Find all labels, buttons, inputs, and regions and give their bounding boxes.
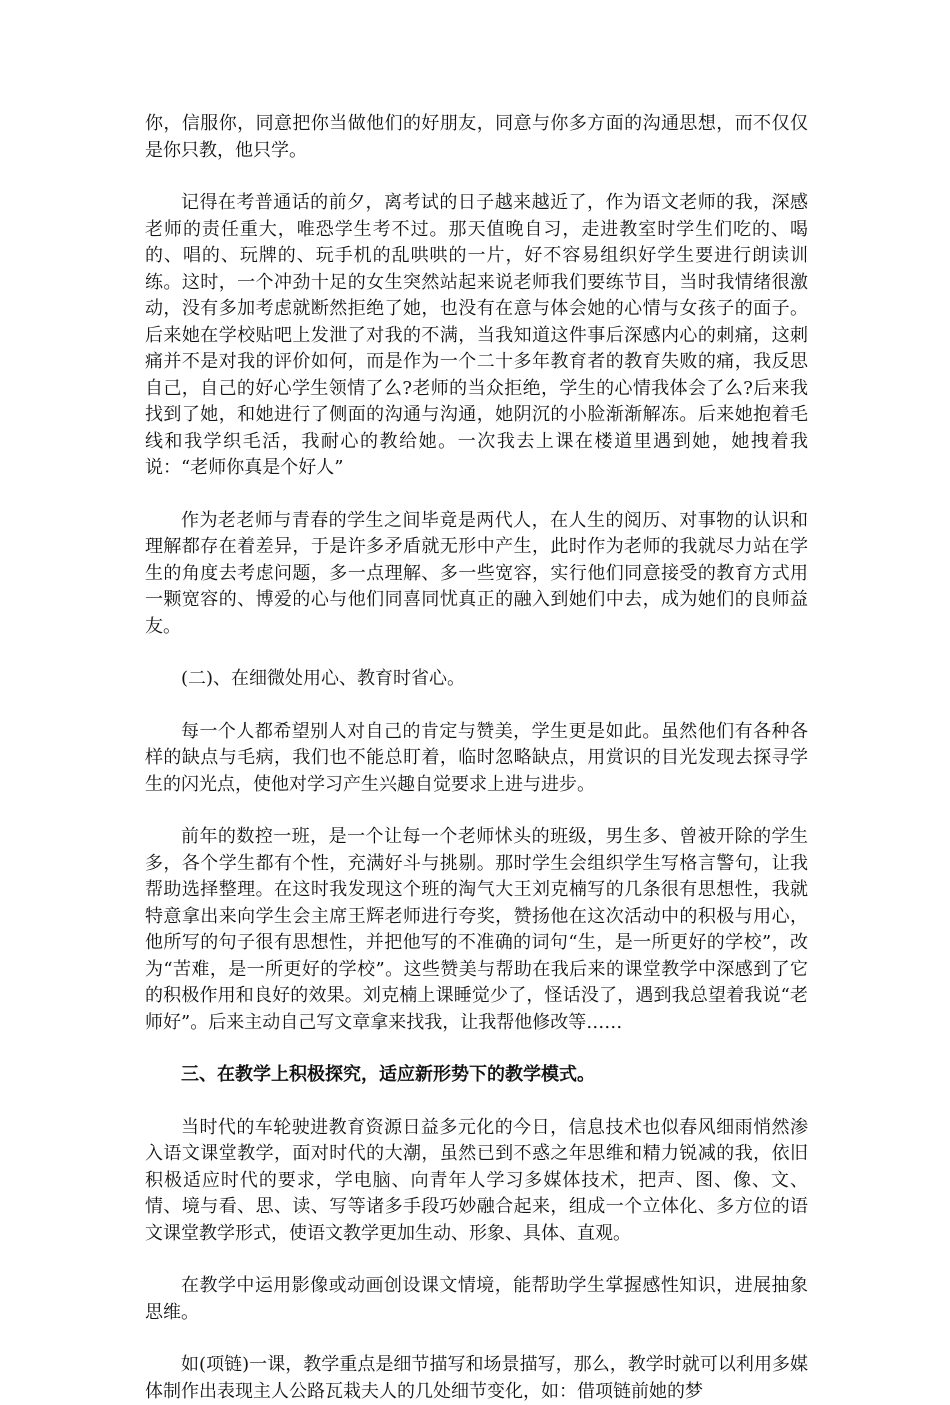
paragraph-praise: 每一个人都希望别人对自己的肯定与赞美，学生更是如此。虽然他们有各种各样的缺点与毛病，我们也不能总盯着，临时忽略缺点，用赏识的目光发现去探寻学生的闪光点，使他对学习产生兴趣自觉要求上进与进步。 (145, 720, 808, 795)
paragraph-continuation: 你，信服你，同意把你当做他们的好朋友，同意与你多方面的沟通思想，而不仅仅是你只教，他只学。 (145, 113, 808, 161)
subheading-section-two: (二)、在细微处用心、教育时省心。 (181, 668, 466, 689)
paragraph-necklace-example: 如(项链)一课，教学重点是细节描写和场景描写，那么，教学时就可以利用多媒体制作出表现主人公路瓦栽夫人的几处细节变化，如：借项链前她的梦 (145, 1354, 808, 1402)
section-heading-three: 三、在教学上积极探究，适应新形势下的教学模式。 (181, 1064, 595, 1085)
paragraph-cnc-class: 前年的数控一班，是一个让每一个老师怵头的班级，男生多、曾被开除的学生多，各个学生都有个性，充满好斗与挑剔。那时学生会组织学生写格言警句，让我帮助选择整理。在这时我发现这个班的淘气大王刘克楠写的几条很有思想性，我就特意拿出来向学生会主席王辉老师进行夸奖，赞扬他在这次活动中的积极与用心，他所写的句子很有思想性，并把他写的不准确的词句“生，是一所更好的学校”，改为“苦难，是一所更好的学校”。这些赞美与帮助在我后来的课堂教学中深感到了它的积极作用和良好的效果。刘克楠上课睡觉少了，怪话没了，遇到我总望着我说“老师好”。后来主动自己写文章拿来找我，让我帮他修改等…… (145, 826, 808, 1033)
document-body (145, 111, 808, 1405)
paragraph-multimedia: 当时代的车轮驶进教育资源日益多元化的今日，信息技术也似春风细雨悄然渗入语文课堂教学，面对时代的大潮，虽然已到不惑之年思维和精力锐减的我，依旧积极适应时代的要求，学电脑、向青年人学习多媒体技术，把声、图、像、文、情、境与看、思、读、写等诸多手段巧妙融合起来，组成一个立体化、多方位的语文课堂教学形式，使语文教学更加生动、形象、具体、直观。 (145, 1116, 808, 1244)
paragraph-putonghua-story: 记得在考普通话的前夕，离考试的日子越来越近了，作为语文老师的我，深感老师的责任重大，唯恐学生考不过。那天值晚自习，走进教室时学生们吃的、喝的、唱的、玩牌的、玩手机的乱哄哄的一片，好不容易组织好学生要进行朗读训练。这时，一个冲劲十足的女生突然站起来说老师我们要练节目，当时我情绪很激动，没有多加考虑就断然拒绝了她，也没有在意与体会她的心情与女孩子的面子。后来她在学校贴吧上发泄了对我的不满，当我知道这件事后深感内心的刺痛，这刺痛并不是对我的评价如何，而是作为一个二十多年教育者的教育失败的痛，我反思自己，自己的好心学生领情了么?老师的当众拒绝，学生的心情我体会了么?后来我找到了她，和她进行了侧面的沟通与沟通，她阴沉的小脸渐渐解冻。后来她抱着毛线和我学织毛活，我耐心的教给她。一次我去上课在楼道里遇到她，她拽着我说：“老师你真是个好人” (145, 192, 808, 478)
paragraph-generation-gap: 作为老老师与青春的学生之间毕竟是两代人，在人生的阅历、对事物的认识和理解都存在着差异，于是许多矛盾就无形中产生，此时作为老师的我就尽力站在学生的角度去考虑问题，多一点理解、多一些宽容，实行他们同意接受的教育方式用一颗宽容的、博爱的心与他们同喜同忧真正的融入到她们中去，成为她们的良师益友。 (145, 509, 808, 637)
paragraph-animation: 在教学中运用影像或动画创设课文情境，能帮助学生掌握感性知识，进展抽象思维。 (145, 1275, 808, 1323)
